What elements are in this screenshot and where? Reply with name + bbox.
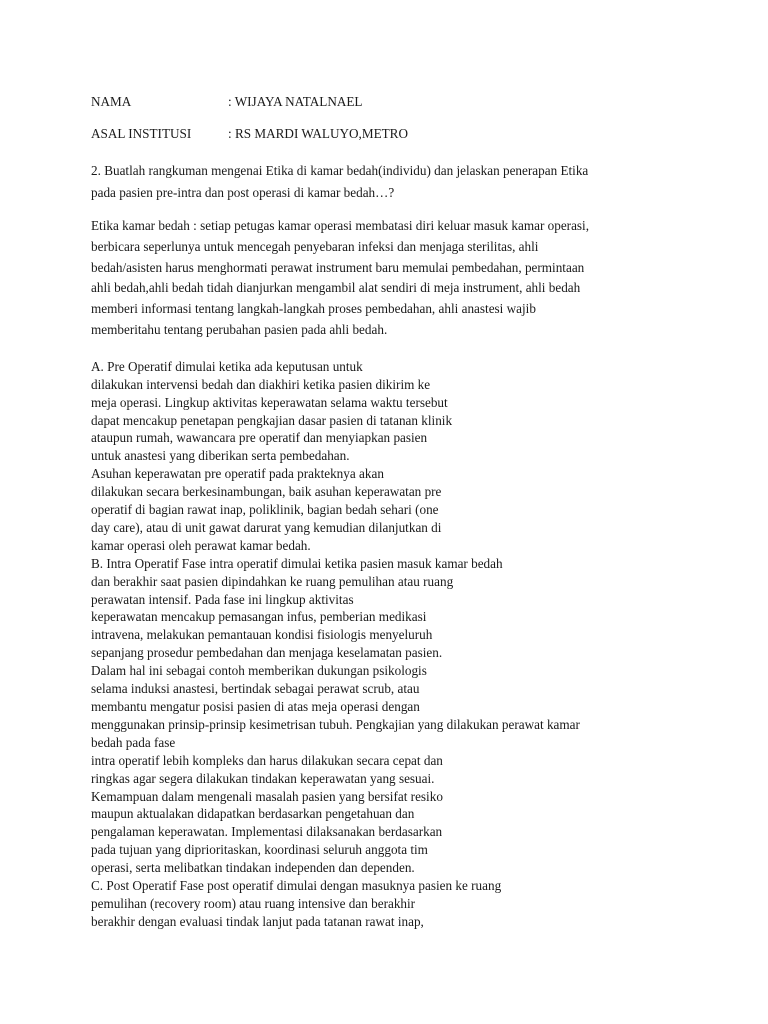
document-page xyxy=(91,92,691,931)
definition-line: memberi informasi tentang langkah-langkah proses pembedahan, ahli anastesi wajib xyxy=(91,301,536,317)
definition-line: Etika kamar bedah : setiap petugas kamar operasi membatasi diri keluar masuk kamar operasi, xyxy=(91,218,590,233)
phase-c-line: pemulihan (recovery room) atau ruang intensive dan berakhir xyxy=(91,895,416,911)
phase-b-line: perawatan intensif. Pada fase ini lingkup aktivitas xyxy=(91,591,354,607)
definition-line: berbicara seperlunya untuk mencegah penyebaran infeksi dan menjaga sterilitas, ahli xyxy=(91,238,539,254)
phase-b-line: pada tujuan yang diprioritaskan, koordinasi seluruh anggota tim xyxy=(91,842,428,858)
phase-b-line: Kemampuan dalam mengenali masalah pasien yang bersifat resiko xyxy=(91,788,443,804)
phase-b-line: menggunakan prinsip-prinsip kesimetrisan tubuh. Pengkajian yang dilakukan perawat kamar xyxy=(91,716,580,732)
phase-c-line: C. Post Operatif Fase post operatif dimulai dengan masuknya pasien ke ruang xyxy=(91,878,502,894)
phase-a-line: A. Pre Operatif dimulai ketika ada keputusan untuk xyxy=(91,358,363,374)
phase-b-line: maupun aktualakan didapatkan berdasarkan pengetahuan dan xyxy=(91,806,415,822)
phase-a-line: operatif di bagian rawat inap, poliklinik, bagian bedah sehari (one xyxy=(91,502,439,518)
definition-line: bedah/asisten harus menghormati perawat instrument baru memulai pembedahan, permintaan xyxy=(91,259,585,275)
name-row xyxy=(91,92,691,112)
phase-a-line: dilakukan secara berkesinambungan, baik asuhan keperawatan pre xyxy=(91,484,442,500)
phase-a-line: untuk anastesi yang diberikan serta pembedahan. xyxy=(91,448,350,464)
question-paragraph xyxy=(91,160,691,204)
name-label: NAMA xyxy=(91,94,132,109)
phase-b-line: B. Intra Operatif Fase intra operatif dimulai ketika pasien masuk kamar bedah xyxy=(91,555,503,571)
institution-label: ASAL INSTITUSI xyxy=(91,126,192,141)
phase-b-line: selama induksi anastesi, bertindak sebagai perawat scrub, atau xyxy=(91,681,420,697)
phase-b-line: operasi, serta melibatkan tindakan independen dan dependen. xyxy=(91,860,415,876)
phase-b-line: pengalaman keperawatan. Implementasi dilaksanakan berdasarkan xyxy=(91,824,443,840)
phase-b-line: Dalam hal ini sebagai contoh memberikan dukungan psikologis xyxy=(91,663,427,679)
phases-text xyxy=(91,358,691,931)
phase-a-line: Asuhan keperawatan pre operatif pada prakteknya akan xyxy=(91,466,384,482)
phase-a-line: ataupun rumah, wawancara pre operatif dan menyiapkan pasien xyxy=(91,430,428,446)
definition-paragraph xyxy=(91,216,691,341)
definition-line: memberitahu tentang perubahan pasien pada ahli bedah. xyxy=(91,321,388,337)
phase-b-line: ringkas agar segera dilakukan tindakan keperawatan yang sesuai. xyxy=(91,770,435,786)
phase-b-line: intravena, melakukan pemantauan kondisi fisiologis menyeluruh xyxy=(91,627,433,643)
question-line: pada pasien pre-intra dan post operasi di kamar bedah…? xyxy=(91,185,395,200)
institution-value: : RS MARDI WALUYO,METRO xyxy=(228,126,408,141)
phase-a-line: dapat mencakup penetapan pengkajian dasar pasien di tatanan klinik xyxy=(91,412,453,428)
phase-c-line: berakhir dengan evaluasi tindak lanjut pada tatanan rawat inap, xyxy=(91,913,424,929)
definition-line: ahli bedah,ahli bedah tidah dianjurkan mengambil alat sendiri di meja instrument, ahli bedah xyxy=(91,280,581,296)
phase-a-line: dilakukan intervensi bedah dan diakhiri ketika pasien dikirim ke xyxy=(91,376,431,392)
phase-b-line: intra operatif lebih kompleks dan harus dilakukan secara cepat dan xyxy=(91,752,443,768)
phase-a-line: day care), atau di unit gawat darurat yang kemudian dilanjutkan di xyxy=(91,519,442,535)
phase-b-line: bedah pada fase xyxy=(91,734,176,750)
phase-a-line: meja operasi. Lingkup aktivitas keperawatan selama waktu tersebut xyxy=(91,394,448,410)
phase-b-line: keperawatan mencakup pemasangan infus, pemberian medikasi xyxy=(91,609,427,625)
phase-b-line: dan berakhir saat pasien dipindahkan ke ruang pemulihan atau ruang xyxy=(91,573,454,589)
name-value: : WIJAYA NATALNAEL xyxy=(228,94,363,109)
phase-a-line: kamar operasi oleh perawat kamar bedah. xyxy=(91,537,311,553)
phase-b-line: sepanjang prosedur pembedahan dan menjaga keselamatan pasien. xyxy=(91,645,443,661)
question-line: 2. Buatlah rangkuman mengenai Etika di kamar bedah(individu) dan jelaskan penerapan Etika xyxy=(91,163,589,178)
institution-row xyxy=(91,124,691,144)
phase-b-line: membantu mengatur posisi pasien di atas meja operasi dengan xyxy=(91,699,420,714)
